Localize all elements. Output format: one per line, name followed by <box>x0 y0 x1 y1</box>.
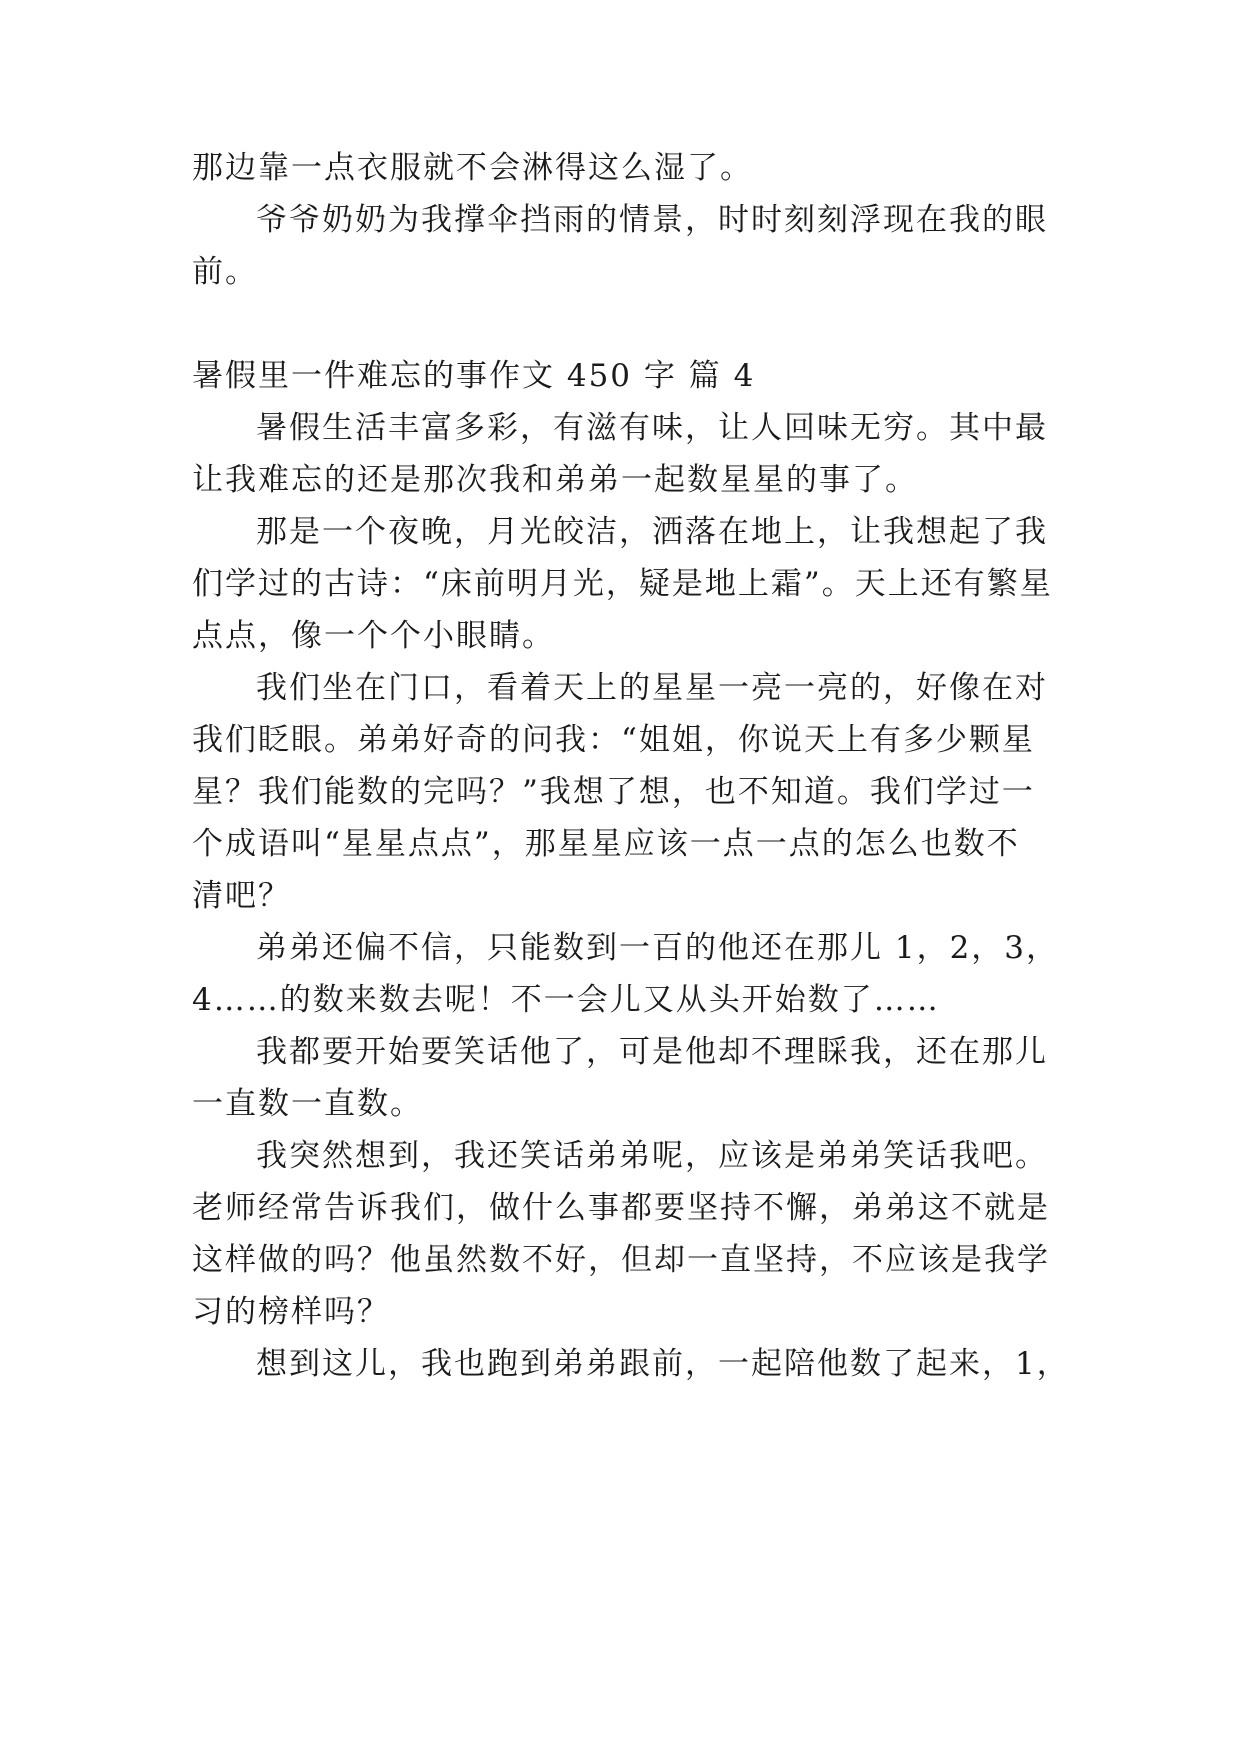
text-line: 前。 <box>192 254 258 290</box>
text-line: 我们坐在门口，看着天上的星星一亮一亮的，好像在对 <box>256 670 1048 706</box>
text-line: 个成语叫“星星点点”，那星星应该一点一点的怎么也数不 <box>192 826 1020 862</box>
text-line: 暑假生活丰富多彩，有滋有味，让人回味无穷。其中最 <box>256 410 1048 446</box>
text-line: 爷爷奶奶为我撑伞挡雨的情景，时时刻刻浮现在我的眼 <box>256 202 1048 238</box>
text-line: 一直数一直数。 <box>192 1086 423 1122</box>
text-line: 4……的数来数去呢！不一会儿又从头开始数了…… <box>192 982 940 1018</box>
text-line: 清吧？ <box>192 878 291 914</box>
text-line: 我们眨眼。弟弟好奇的问我：“姐姐，你说天上有多少颗星 <box>192 722 1035 758</box>
section-heading: 暑假里一件难忘的事作文 450 字 篇 4 <box>192 358 756 394</box>
text-line: 那边靠一点衣服就不会淋得这么湿了。 <box>192 150 753 186</box>
text-line: 我都要开始要笑话他了，可是他却不理睬我，还在那儿 <box>256 1034 1048 1070</box>
text-line: 那是一个夜晚，月光皎洁，洒落在地上，让我想起了我 <box>256 514 1048 550</box>
text-line: 星？我们能数的完吗？”我想了想，也不知道。我们学过一 <box>192 774 1035 810</box>
text-line: 点点，像一个个小眼睛。 <box>192 618 555 654</box>
text-line: 习的榜样吗？ <box>192 1294 390 1330</box>
text-line: 弟弟还偏不信，只能数到一百的他还在那儿 1，2，3， <box>256 930 1060 966</box>
text-line: 想到这儿，我也跑到弟弟跟前，一起陪他数了起来，1， <box>256 1346 1070 1382</box>
text-line: 我突然想到，我还笑话弟弟呢，应该是弟弟笑话我吧。 <box>256 1138 1048 1174</box>
text-line: 这样做的吗？他虽然数不好，但却一直坚持，不应该是我学 <box>192 1242 1050 1278</box>
text-line: 让我难忘的还是那次我和弟弟一起数星星的事了。 <box>192 462 918 498</box>
text-line: 们学过的古诗：“床前明月光，疑是地上霜”。天上还有繁星 <box>192 566 1053 602</box>
text-line: 老师经常告诉我们，做什么事都要坚持不懈，弟弟这不就是 <box>192 1190 1050 1226</box>
